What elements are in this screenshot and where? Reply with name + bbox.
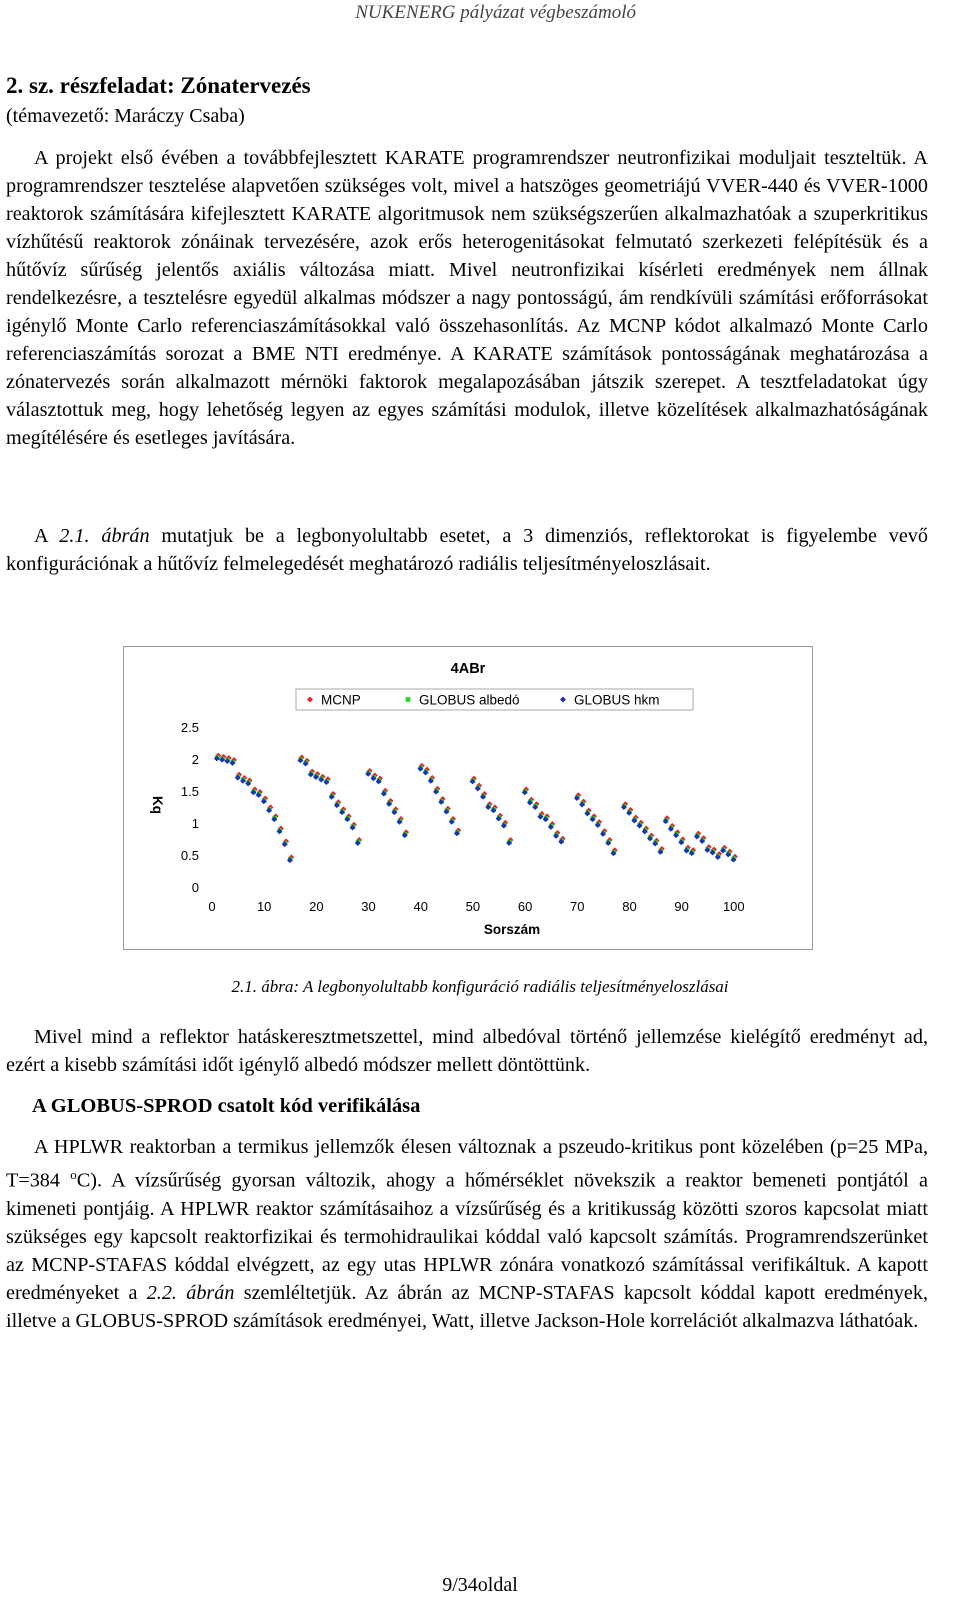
x-tick-label: 70	[570, 899, 585, 914]
chart-data-points	[214, 753, 738, 864]
subsection-heading: A GLOBUS-SPROD csatolt kód verifikálása	[32, 1095, 421, 1117]
paragraph-figure-intro-text-b: mutatjuk be a legbonyolultabb esetet, a 3 dimenziós, reflektorokat is figyelembe vevő konfigurációnak a hűtővíz felmelegedését meghatározó radiális teljesítményeloszlásait.	[6, 525, 928, 575]
section-title: 2. sz. részfeladat: Zónatervezés	[6, 73, 311, 98]
legend-label: GLOBUS albedó	[419, 692, 520, 708]
radial-power-distribution-chart	[124, 647, 812, 949]
paragraph-figure-intro-text-a: A	[34, 525, 60, 547]
legend-label: GLOBUS hkm	[574, 692, 660, 708]
paragraph-figure-intro	[6, 522, 928, 578]
legend-marker-globus-albedó	[406, 697, 411, 702]
y-axis-label: Kq	[150, 796, 165, 814]
x-axis-label: Sorszám	[483, 922, 541, 937]
y-tick-label: 0.5	[180, 848, 199, 863]
x-tick-label: 20	[309, 899, 324, 914]
figure-reference: 2.1. ábrán	[59, 525, 150, 547]
y-tick-label: 0	[191, 880, 199, 895]
paragraph-karate-testing	[6, 144, 928, 452]
y-tick-label: 2.5	[180, 720, 199, 735]
figure-chart-box	[123, 646, 813, 950]
paragraph-albedo-decision-text: Mivel mind a reflektor hatáskeresztmetszettel, mind albedóval történő jellemzése kielégítő eredményt ad, ezért a kisebb számítási időt igénylő albedó módszer mellett döntöttünk.	[6, 1026, 928, 1076]
x-tick-label: 10	[256, 899, 272, 914]
paragraph-albedo-decision	[6, 1023, 928, 1079]
paragraph-hplwr-text-a: A HPLWR reaktorban a termikus jellemzők élesen változnak a pszeudo-kritikus pont közelében (p=25 MPa, T=384	[6, 1136, 928, 1192]
page-number: 9/34oldal	[442, 1574, 518, 1596]
x-tick-label: 60	[517, 899, 533, 914]
y-tick-label: 2	[191, 752, 199, 767]
paragraph-karate-testing-text: A projekt első évében a továbbfejlesztett KARATE programrendszer neutronfizikai moduljait teszteltük. A programrendszer tesztelése alapvetően szükséges volt, mivel a hatszöges geometriájú VVER-440 és VVER-1000 reaktorok számítására kifejlesztett KARATE algoritmusok nem szükségszerűen alkalmazhatóak a szuperkritikus vízhűtésű reaktorok zónáinak tervezésére, azok erős heterogenitásokat felmutató szerkezeti felépítésük és a hűtővíz sűrűség jelentős axiális változása miatt. Mivel neutronfizikai kísérleti eredmények nem állnak rendelkezésre, a tesztelésre egyedül alkalmas módszer a nagy pontosságú, ám rendkívüli számítási erőforrásokat igénylő Monte Carlo referenciaszámításokkal való összehasonlítás. Az MCNP kódot alkalmazó Monte Carlo referenciaszámítás sorozat a BME NTI eredménye. A KARATE számítások pontosságának meghatározása a zónatervezés során alkalmazott mérnöki faktorok megalapozásában játszik szerepet. A tesztfeladatokat úgy választottuk meg, hogy lehetőség legyen az egyes számítási modulok, illetve közelítések alkalmazhatóságának megítélésére és esetleges javítására.	[6, 147, 928, 449]
y-tick-labels	[181, 720, 199, 895]
x-tick-label: 0	[208, 899, 216, 914]
section-supervisor: (témavezető: Maráczy Csaba)	[6, 105, 245, 127]
x-tick-label: 40	[413, 899, 428, 914]
running-header: NUKENERG pályázat végbeszámoló	[355, 2, 636, 23]
paragraph-hplwr-text-c: szemléltetjük. Az ábrán az MCNP-STAFAS kapcsolt kóddal kapott eredmények, illetve a GLOBUS-SPROD számítások eredményei, Watt, illetve Jackson-Hole korrelációt alkalmazva láthatóak.	[6, 1281, 929, 1332]
x-tick-label: 100	[722, 899, 745, 914]
chart-legend	[296, 689, 693, 710]
x-tick-label: 80	[622, 899, 637, 914]
degree-superscript: o	[70, 1167, 77, 1182]
paragraph-hplwr-text-b: C). A vízsűrűség gyorsan változik, ahogy a hőmérséklet növekszik a reaktor bemeneti pontjától a kimeneti pontjáig. A HPLWR reaktor számításaihoz a vízsűrűség és a kritikusság közötti szoros kapcsolat miatt szükséges egy kapcsolt reaktorfizikai és termohidraulikai kóddal való kapcsolt számítás. Programrendszerünket az MCNP-STAFAS kóddal elvégzett, az egy utas HPLWR zónára vonatkozó számítással verifikáltuk. A kapott eredményeket a	[6, 1169, 928, 1304]
y-tick-label: 1.5	[180, 784, 199, 799]
x-tick-labels	[208, 899, 744, 914]
x-tick-label: 50	[465, 899, 481, 914]
legend-label: MCNP	[321, 692, 361, 708]
y-tick-label: 1	[191, 816, 199, 831]
figure-reference-2-2: 2.2. ábrán	[146, 1281, 235, 1304]
figure-caption: 2.1. ábra: A legbonyolultabb konfiguráció radiális teljesítményeloszlásai	[231, 977, 729, 996]
x-tick-label: 30	[361, 899, 376, 914]
x-tick-label: 90	[674, 899, 689, 914]
chart-title: 4ABr	[450, 661, 486, 677]
paragraph-hplwr	[6, 1133, 928, 1335]
